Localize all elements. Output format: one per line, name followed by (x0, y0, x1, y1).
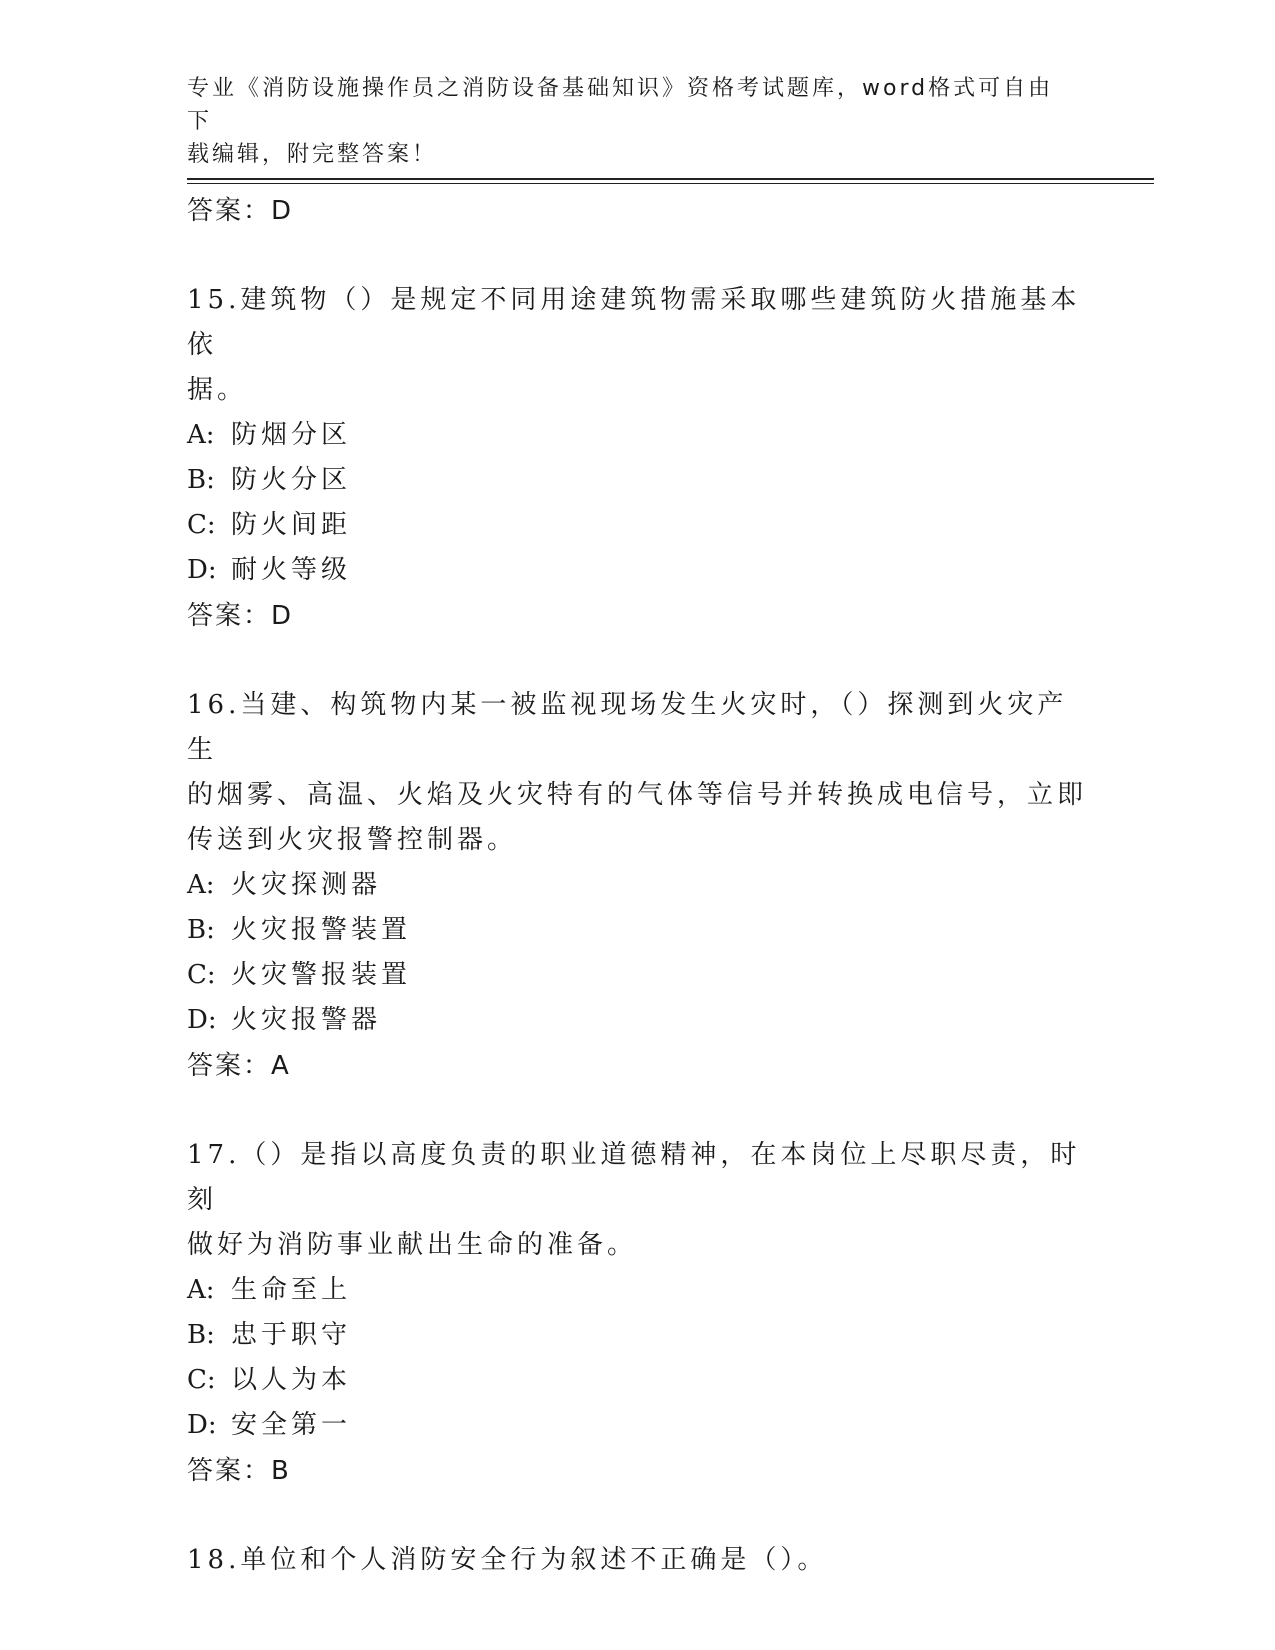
option-c (187, 953, 1087, 998)
answer-value: D (271, 601, 294, 631)
question-stem-line: 传送到火灾报警控制器。 (187, 825, 518, 855)
option-key: A: (187, 420, 215, 450)
option-key: B: (187, 465, 215, 495)
option-d (187, 998, 1087, 1043)
question-stem-line: 18.单位和个人消防安全行为叙述不正确是（）。 (187, 1545, 828, 1575)
answer-label: 答案： (187, 1051, 272, 1081)
option-a (187, 413, 1087, 458)
question-stem-line: 16.当建、构筑物内某一被监视现场发生火灾时，（）探测到火灾产生 (187, 690, 1068, 765)
option-key: B: (187, 915, 215, 945)
question-stem-line: 17.（）是指以高度负责的职业道德精神，在本岗位上尽职尽责，时刻 (187, 1140, 1081, 1215)
answer-line (187, 1448, 1087, 1494)
option-c (187, 1358, 1087, 1403)
option-key: A: (187, 870, 215, 900)
option-text: 火灾报警装置 (231, 915, 412, 945)
question-15 (187, 278, 1087, 639)
document-header (187, 72, 1067, 171)
header-rule-thin (187, 183, 1154, 184)
answer-line (187, 593, 1087, 639)
option-key: D: (187, 555, 217, 585)
option-text: 耐火等级 (231, 555, 352, 585)
answer-line (187, 188, 1087, 234)
question-17 (187, 1133, 1087, 1494)
question-list (187, 188, 1087, 1583)
answer-value: B (271, 1456, 291, 1486)
option-text: 火灾报警器 (231, 1005, 382, 1035)
option-key: D: (187, 1005, 217, 1035)
answer-line (187, 1043, 1087, 1089)
option-text: 火灾探测器 (231, 870, 382, 900)
question-stem-line: 做好为消防事业献出生命的准备。 (187, 1230, 638, 1260)
option-text: 忠于职守 (231, 1320, 352, 1350)
option-b (187, 458, 1087, 503)
option-key: C: (187, 1365, 216, 1395)
question-stem-line: 15.建筑物（）是规定不同用途建筑物需采取哪些建筑防火措施基本依 (187, 285, 1081, 360)
option-d (187, 1403, 1087, 1448)
question-16 (187, 683, 1087, 1089)
header-line-2: 载编辑，附完整答案！ (187, 142, 438, 167)
option-text: 火灾警报装置 (231, 960, 412, 990)
answer-value: D (271, 196, 294, 226)
option-key: B: (187, 1320, 215, 1350)
option-a (187, 863, 1087, 908)
option-text: 防烟分区 (231, 420, 352, 450)
option-text: 生命至上 (231, 1275, 352, 1305)
question-18 (187, 1538, 1087, 1583)
option-d (187, 548, 1087, 593)
option-c (187, 503, 1087, 548)
option-text: 以人为本 (231, 1365, 352, 1395)
option-text: 防火间距 (231, 510, 352, 540)
answer-label: 答案： (187, 1456, 272, 1486)
option-key: C: (187, 960, 216, 990)
option-key: D: (187, 1410, 217, 1440)
question-stem-line: 据。 (187, 375, 248, 405)
option-text: 防火分区 (231, 465, 352, 495)
answer-label: 答案： (187, 601, 272, 631)
question-stem-line: 的烟雾、高温、火焰及火灾特有的气体等信号并转换成电信号，立即 (187, 780, 1088, 810)
header-line-1: 专业《消防设施操作员之消防设备基础知识》资格考试题库，word格式可自由下 (187, 76, 1054, 134)
option-key: A: (187, 1275, 215, 1305)
header-rule-thick (187, 178, 1154, 180)
option-b (187, 908, 1087, 953)
answer-value: A (271, 1051, 291, 1081)
answer-label: 答案： (187, 196, 272, 226)
option-text: 安全第一 (231, 1410, 352, 1440)
option-a (187, 1268, 1087, 1313)
option-key: C: (187, 510, 216, 540)
option-b (187, 1313, 1087, 1358)
